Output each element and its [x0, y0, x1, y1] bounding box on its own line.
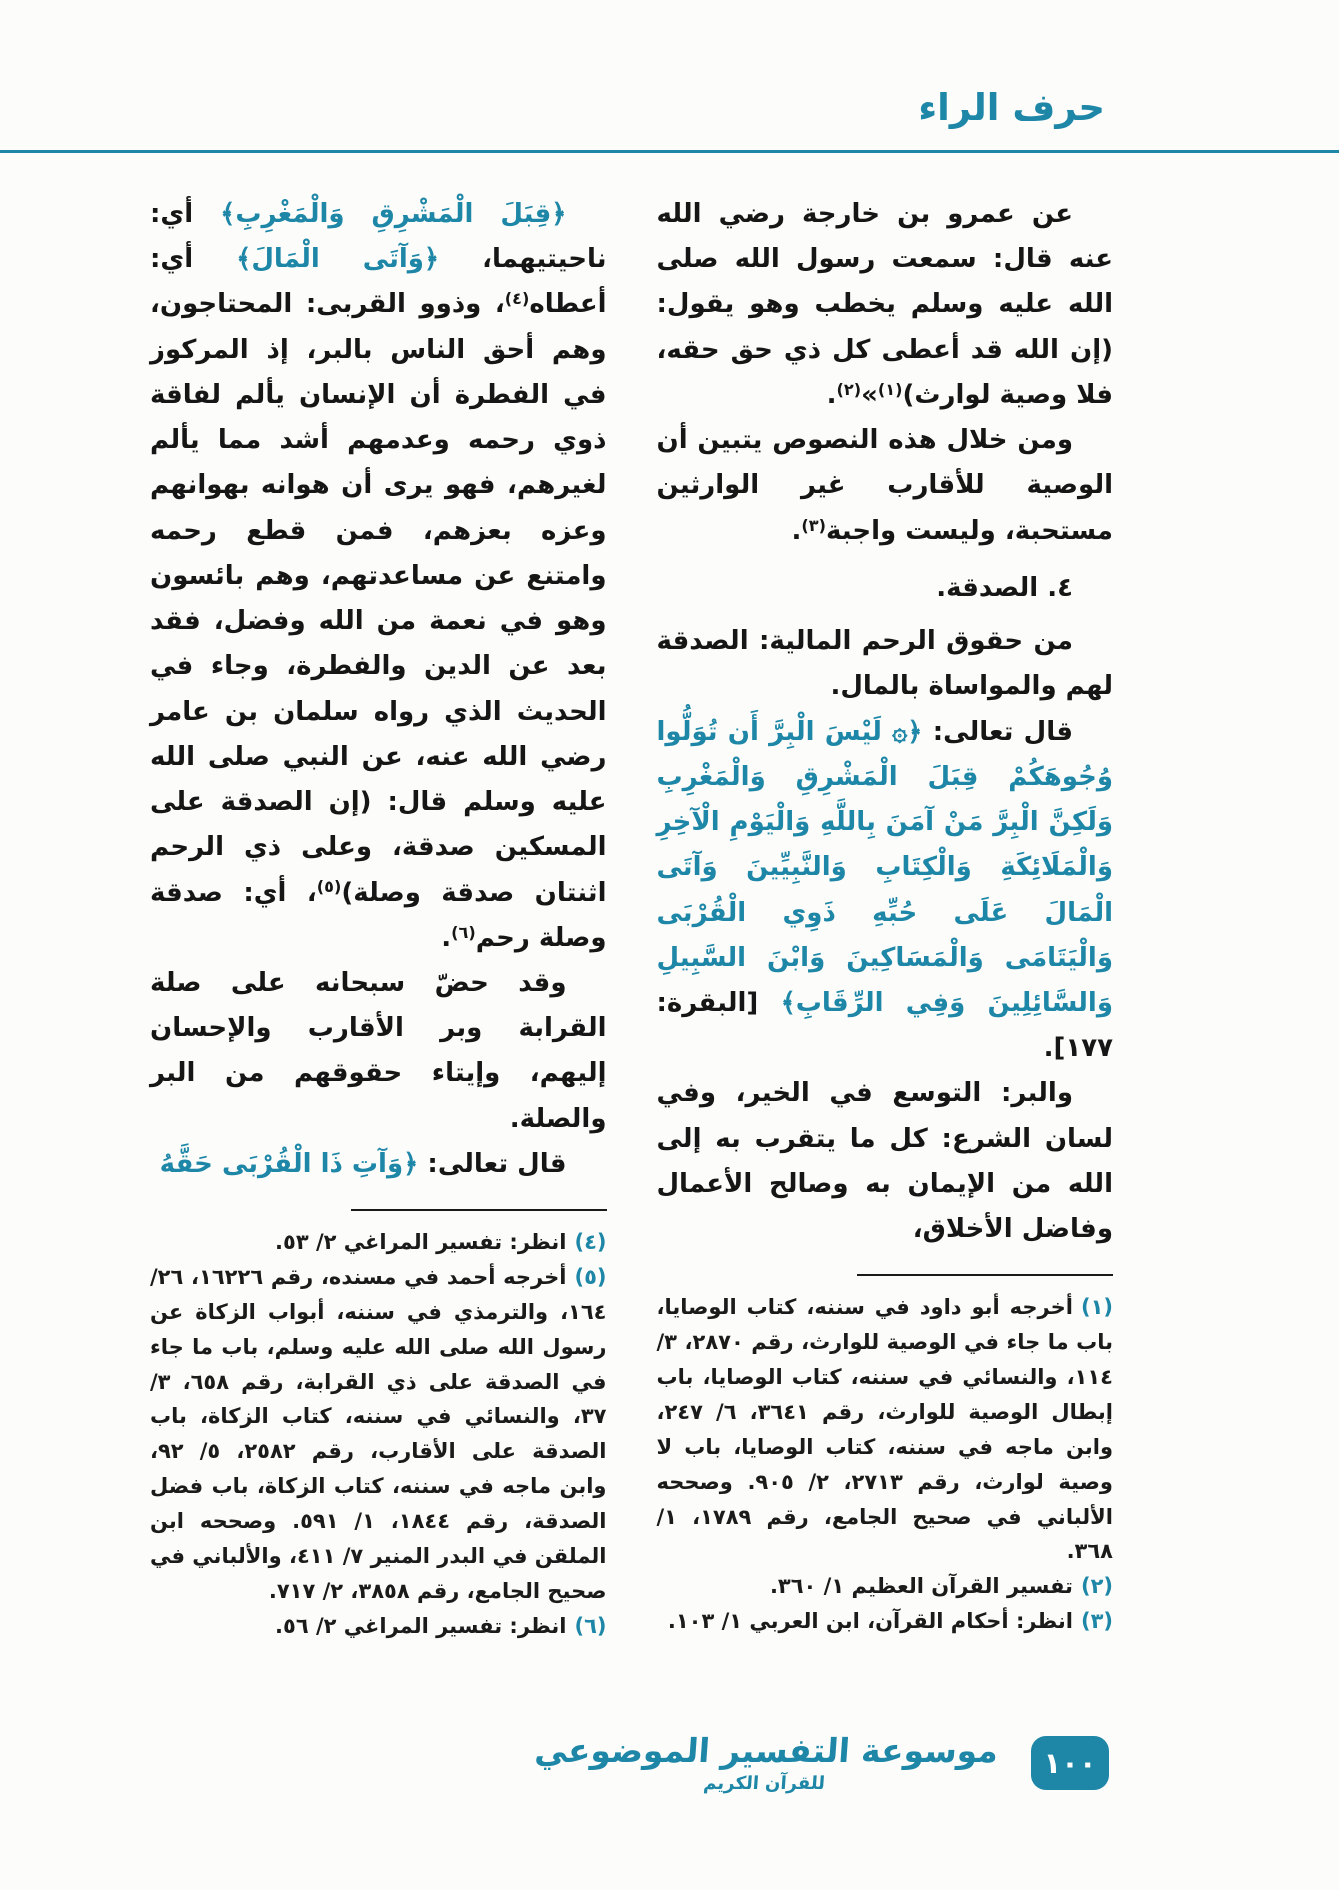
text-run: عن عمرو بن خارجة رضي الله عنه قال: سمعت رسول الله صلى الله عليه وسلم يخطب وهو يقول: (إن الله قد أعطى كل ذي حق حقه، فلا وصية لوارث) [656, 199, 1113, 410]
page-footer [534, 1731, 1109, 1794]
paragraph [657, 619, 1114, 709]
footnote [150, 1260, 607, 1609]
page-number: ١٠٠ [1043, 1745, 1097, 1780]
text-run: . [826, 379, 837, 410]
paragraph [657, 192, 1114, 418]
text-run: قال تعالى: [418, 1148, 567, 1179]
paragraph [657, 710, 1114, 1072]
paragraph [150, 1142, 607, 1187]
footnote-text: انظر: تفسير المراغي ٢/ ٥٣. [275, 1230, 567, 1255]
text-run: ، وذوو القربى: المحتاجون، وهم أحق الناس بالبر، إذ المركوز في الفطرة أن الإنسان يألم لفاقة ذوي رحمه وعدمهم أشد مما يألم لغيرهم، فهو يرى أن هوانه بهوانهم وعزه بعزهم، فمن قطع رحمه وامتنع عن مساعدتهم، وهم بائسون وهو في نعمة من الله وفضل، فقد بعد عن الدين والفطرة، وجاء في الحديث الذي رواه سلمان بن عامر رضي الله عنه، عن النبي صلى الله عليه وسلم قال: (إن الصدقة على المسكين صدقة، وعلى ذي الرحم اثنتان صدقة وصلة) [150, 289, 607, 908]
quran-verse: ﴿۞ لَيْسَ الْبِرَّ أَن تُوَلُّوا وُجُوهَكُمْ قِبَلَ الْمَشْرِقِ وَالْمَغْرِبِ وَلَكِنَّ الْبِرَّ مَنْ آمَنَ بِاللَّهِ وَالْيَوْمِ الْآخِرِ وَالْمَلَائِكَةِ وَالْكِتَابِ وَالنَّبِيِّينَ وَآتَى الْمَالَ عَلَى حُبِّهِ ذَوِي الْقُرْبَى وَالْيَتَامَى وَالْمَسَاكِينَ وَابْنَ السَّبِيلِ وَالسَّائِلِينَ وَفِي الرِّقَابِ﴾ [656, 716, 1113, 1018]
footnote [657, 1569, 1114, 1604]
footnote-text: انظر: تفسير المراغي ٢/ ٥٦. [275, 1613, 567, 1638]
footnote-number: (١) [1080, 1295, 1113, 1320]
text-run: [البقرة: ١٧٧]. [656, 987, 1113, 1064]
text-run: . [441, 922, 452, 953]
quran-verse: ﴿قِبَلَ الْمَشْرِقِ وَالْمَغْرِبِ﴾ [220, 199, 567, 229]
footnote-number: (٣) [1080, 1609, 1113, 1634]
text-run: ، أي: صدقة وصلة رحم [150, 877, 607, 953]
paragraph [657, 418, 1114, 554]
footnotes-section [657, 1274, 1114, 1639]
footnotes-section [150, 1209, 607, 1643]
footnote-number: (٢) [1080, 1574, 1113, 1599]
paragraph [150, 192, 607, 961]
text-run: وقد حضّ سبحانه على صلة القرابة وبر الأقارب والإحسان إليهم، وإيتاء حقوقهم من البر والصلة. [150, 967, 607, 1134]
footnote-marker: (١) [877, 379, 903, 399]
footnote-number: (٦) [574, 1613, 607, 1638]
footnote [657, 1604, 1114, 1639]
footnote-separator [351, 1209, 607, 1211]
footnote-number: (٤) [574, 1230, 607, 1255]
footnote-text: تفسير القرآن العظيم ١/ ٣٦٠. [769, 1574, 1073, 1599]
text-run: أي: ناحيتيهما، [150, 199, 607, 275]
text-run: أي: أعطاه [150, 244, 607, 320]
text-run: من حقوق الرحم المالية: الصدقة لهم والمواساة بالمال. [656, 626, 1113, 702]
text-run: ومن خلال هذه النصوص يتبين أن الوصية للأقارب غير الوارثين مستحبة، وليست واجبة [656, 425, 1113, 546]
text-run: ٤. الصدقة. [936, 572, 1073, 603]
footnote-marker: (٤) [504, 289, 530, 309]
footnote [150, 1609, 607, 1644]
footnote [657, 1290, 1114, 1569]
footnote-marker: (٥) [316, 877, 342, 897]
footnote-marker: (٢) [836, 379, 862, 399]
section-heading [657, 566, 1114, 611]
page-header [918, 86, 1105, 129]
page-content [150, 192, 1113, 1643]
chapter-title: حرف الراء [918, 86, 1105, 129]
footnote-marker: (٣) [801, 515, 827, 535]
page-number-badge [1031, 1736, 1109, 1790]
footnote-text: أخرجه أحمد في مسنده، رقم ١٦٢٢٦، ٢٦/ ١٦٤، والترمذي في سننه، أبواب الزكاة عن رسول الله صلى الله عليه وسلم، باب ما جاء في الصدقة على ذي القرابة، رقم ٦٥٨، ٣/ ٣٧، والنسائي في سننه، كتاب الزكاة، باب الصدقة على الأقارب، رقم ٢٥٨٢، ٥/ ٩٢، وابن ماجه في سننه، كتاب الزكاة، باب فضل الصدقة، رقم ١٨٤٤، ١/ ٥٩١. وصححه ابن الملقن في البدر المنير ٧/ ٤١١، والألباني في صحيح الجامع، رقم ٣٨٥٨، ٢/ ٧١٧. [150, 1265, 607, 1603]
footnote [150, 1225, 607, 1260]
column-left [150, 192, 607, 1643]
column-right [657, 192, 1114, 1639]
footnote-number: (٥) [574, 1265, 607, 1290]
footnote-text: أخرجه أبو داود في سننه، كتاب الوصايا، باب ما جاء في الوصية للوارث، رقم ٢٨٧٠، ٣/ ١١٤، والنسائي في سننه، كتاب الوصايا، باب إبطال الوصية للوارث، رقم ٣٦٤١، ٦/ ٢٤٧، وابن ماجه في سننه، كتاب الوصايا، باب لا وصية لوارث، رقم ٢٧١٣، ٢/ ٩٠٥. وصححه الألباني في صحيح الجامع، رقم ١٧٨٩، ١/ ٣٦٨. [656, 1295, 1114, 1564]
footnote-separator [857, 1274, 1113, 1276]
text-run: والبر: التوسع في الخير، وفي لسان الشرع: كل ما يتقرب به إلى الله من الإيمان به وصالح الأعمال وفاضل الأخلاق، [656, 1078, 1113, 1245]
paragraph [150, 961, 607, 1142]
footnote-text: انظر: أحكام القرآن، ابن العربي ١/ ١٠٣. [667, 1609, 1073, 1634]
publisher-logo-subtitle: للقرآن الكريم [702, 1773, 826, 1794]
header-rule [0, 150, 1339, 153]
paragraph [657, 1071, 1114, 1252]
quran-verse: ﴿وَآتِ ذَا الْقُرْبَى حَقَّهُ [159, 1148, 419, 1179]
publisher-logo [531, 1731, 999, 1794]
quran-verse: ﴿وَآتَى الْمَالَ﴾ [236, 244, 440, 275]
footnote-marker: (٦) [451, 922, 476, 942]
publisher-logo-title: موسوعة التفسير الموضوعي [533, 1731, 1000, 1770]
text-run: » [861, 379, 878, 410]
text-run: . [791, 515, 802, 546]
text-run: قال تعالى: [922, 716, 1073, 747]
